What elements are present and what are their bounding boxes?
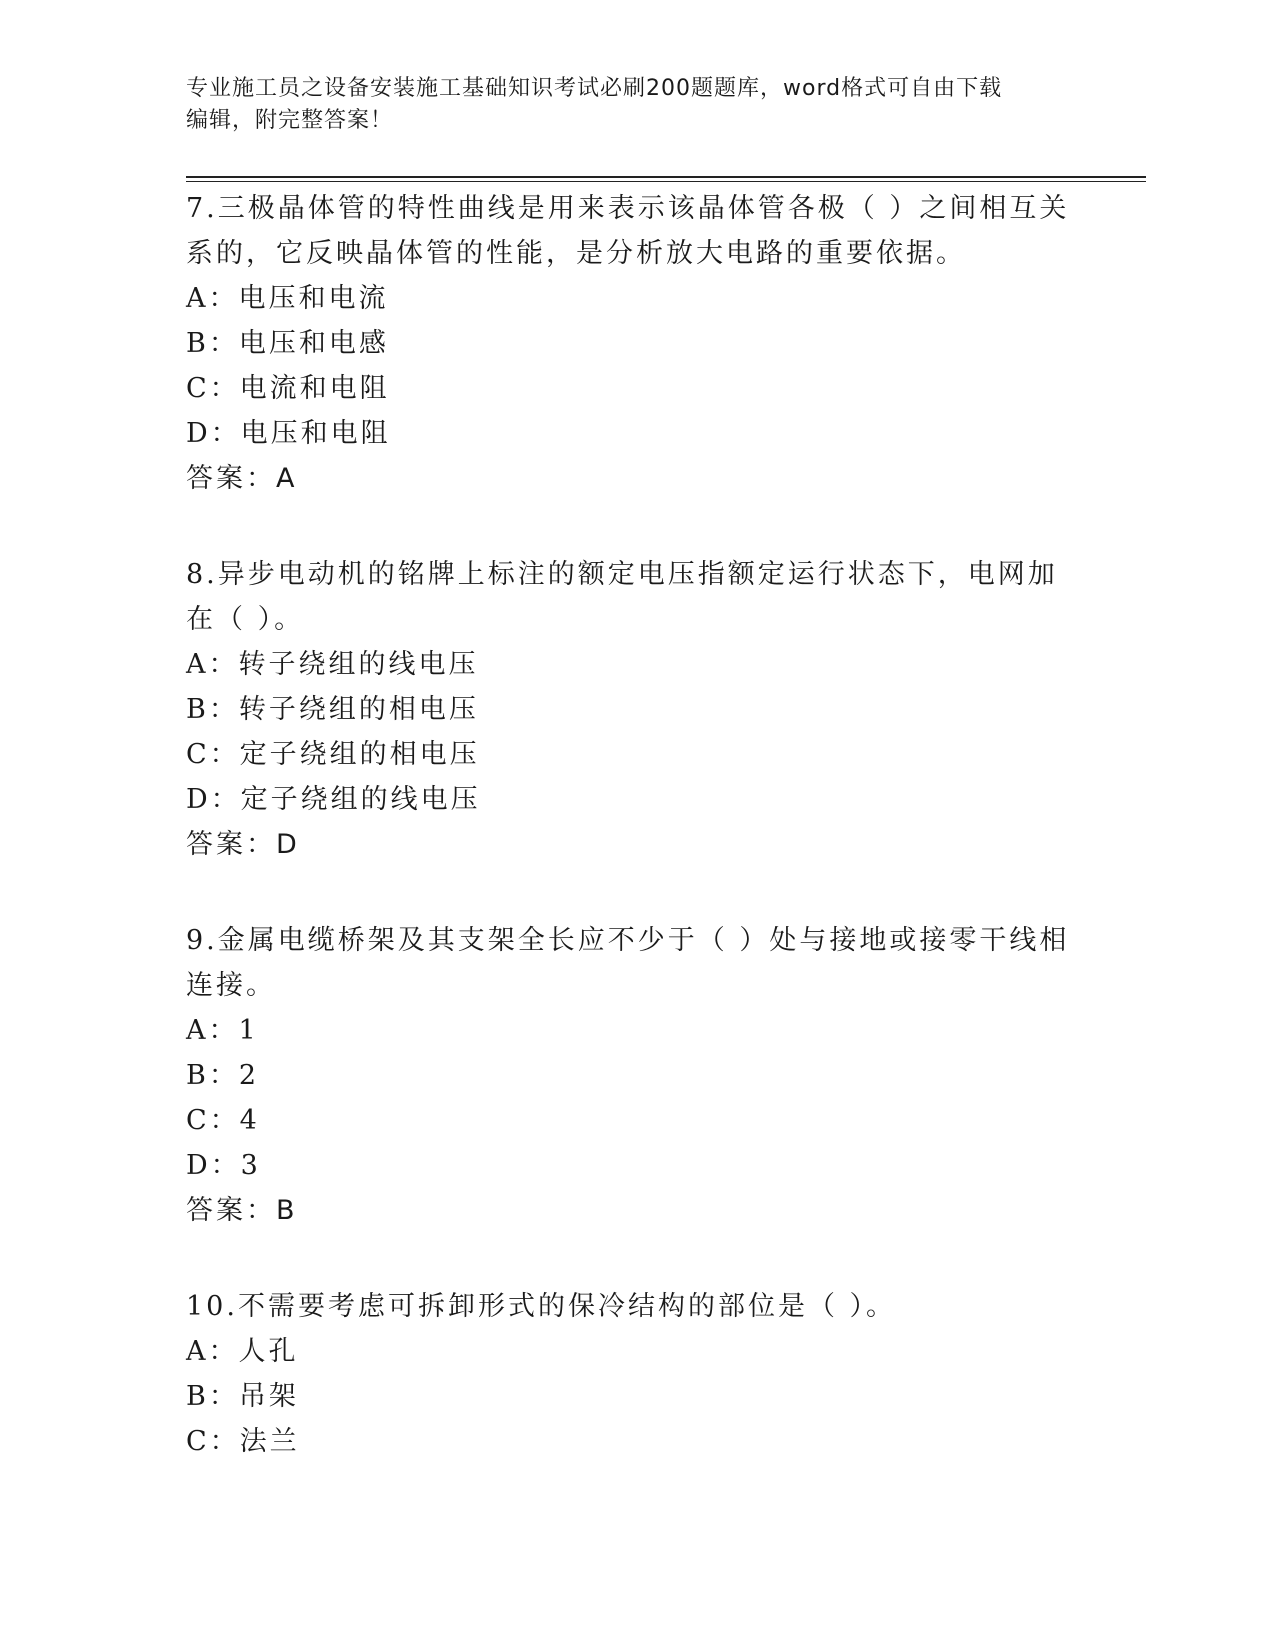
option-d: D：定子绕组的线电压 (186, 784, 481, 815)
question-text: 7.三极晶体管的特性曲线是用来表示该晶体管各极（ ）之间相互关系的，它反映晶体管的性能，是分析放大电路的重要依据。 (186, 193, 1070, 269)
header-line-1: 专业施工员之设备安装施工基础知识考试必刷200题题库，word格式可自由下载 (186, 76, 1003, 101)
question-7 (186, 186, 1086, 501)
option-d: D：电压和电阻 (186, 418, 391, 449)
answer: 答案：B (186, 1195, 298, 1226)
question-text: 8.异步电动机的铭牌上标注的额定电压指额定运行状态下，电网加在（ ）。 (186, 559, 1058, 635)
header-divider-thin (186, 181, 1146, 182)
question-text: 10.不需要考虑可拆卸形式的保冷结构的部位是（ ）。 (186, 1291, 897, 1322)
question-8 (186, 552, 1086, 867)
option-a: A：电压和电流 (186, 283, 389, 314)
option-b: B：吊架 (186, 1381, 299, 1412)
option-c: C：电流和电阻 (186, 373, 390, 404)
option-b: B：转子绕组的相电压 (186, 694, 479, 725)
option-a: A：人孔 (186, 1336, 299, 1367)
option-d: D：3 (186, 1150, 261, 1181)
header-line-2: 编辑，附完整答案！ (186, 108, 394, 133)
question-10 (186, 1284, 1086, 1464)
question-list (186, 186, 1086, 1515)
answer: 答案：D (186, 829, 300, 860)
question-9 (186, 918, 1086, 1233)
option-a: A：1 (186, 1015, 259, 1046)
option-b: B：2 (186, 1060, 260, 1091)
option-a: A：转子绕组的线电压 (186, 649, 479, 680)
option-c: C：法兰 (186, 1426, 300, 1457)
option-b: B：电压和电感 (186, 328, 389, 359)
option-c: C：4 (186, 1105, 260, 1136)
question-text: 9.金属电缆桥架及其支架全长应不少于（ ）处与接地或接零干线相连接。 (186, 925, 1070, 1001)
answer: 答案：A (186, 463, 298, 494)
option-c: C：定子绕组的相电压 (186, 739, 480, 770)
header-divider-thick (186, 176, 1146, 178)
document-header (186, 73, 1066, 137)
